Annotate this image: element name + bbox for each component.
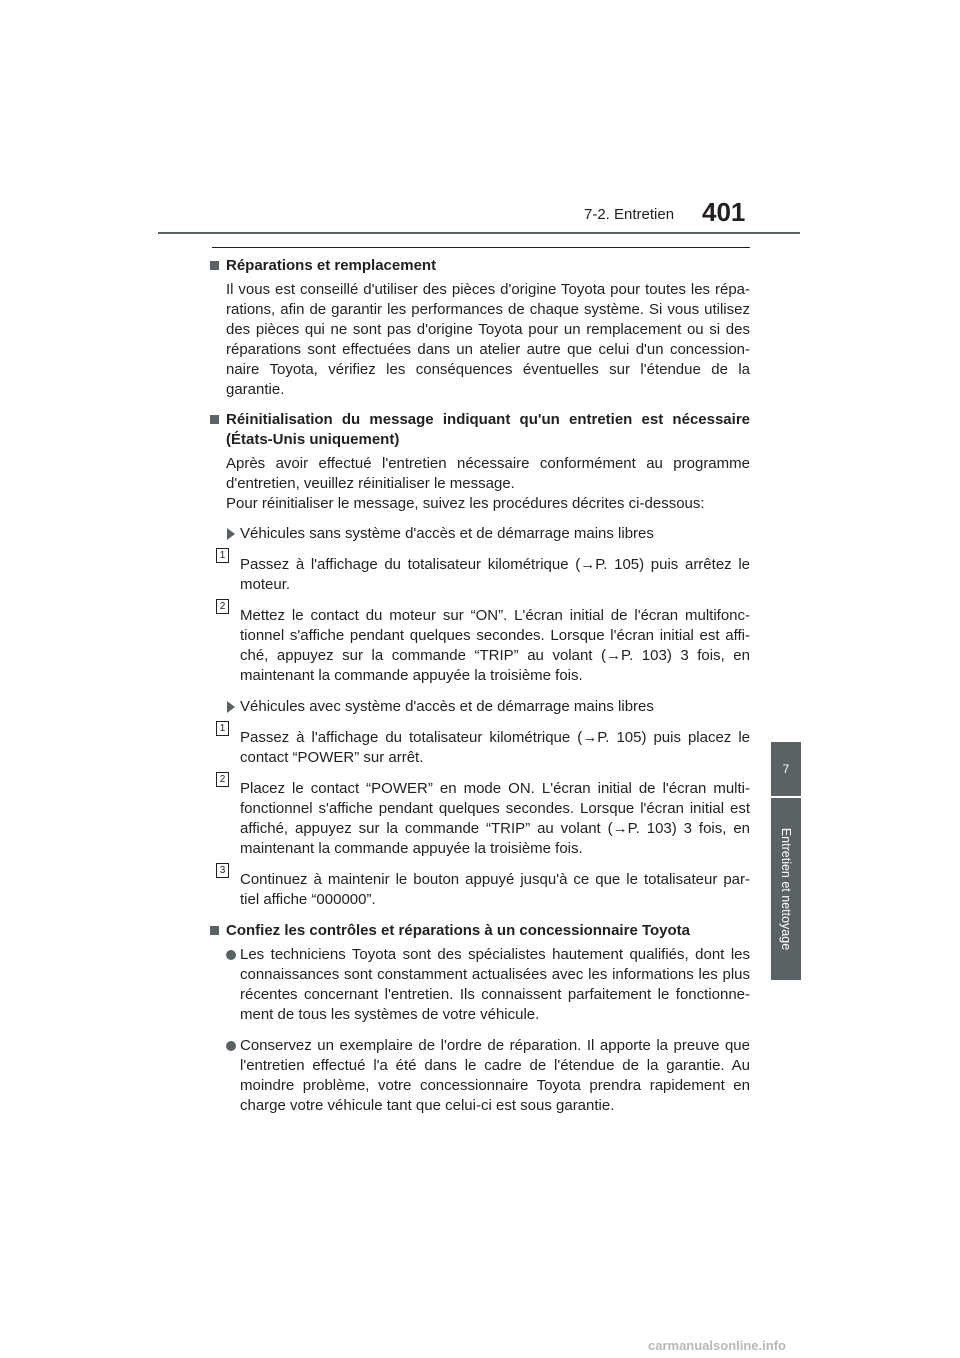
paragraph: Il vous est conseillé d'utiliser des pièces d'origine Toyota pour toutes les répa- rations, afin de garantir les performances de chaque système. Si vous utilisez des pièces qui ne sont pas d'origine Toyota pour un remplacement ou si des réparations sont effectuées dans un atelier autre que celui d'un concession- naire Toyota, vérifiez les conséquences éventuelles sur l'étendue de la garantie. xyxy=(226,281,750,398)
list-item-text: Les techniciens Toyota sont des spécialistes hautement qualifiés, dont les connaissances sont constamment actualisées avec les informations les plus récentes concernant l'entretien. Ils connaissent parfaitement le fonctionne- ment de tous les systèmes de votre véhicule. xyxy=(240,946,750,1023)
subheading-text: Véhicules sans système d'accès et de démarrage mains libres xyxy=(240,525,654,542)
procedure-step xyxy=(210,601,750,686)
step-text: Passez à l'affichage du totalisateur kilométrique (→P. 105) puis arrêtez le moteur. xyxy=(240,556,750,593)
procedure-step xyxy=(210,865,750,910)
section-heading xyxy=(210,256,750,276)
chapter-tab-text: Entretien et nettoyage xyxy=(779,827,793,951)
section-heading xyxy=(210,410,750,450)
list-item xyxy=(210,1036,750,1116)
subheading xyxy=(210,524,750,544)
list-item xyxy=(210,945,750,1025)
step-text: Passez à l'affichage du totalisateur kilométrique (→P. 105) puis placez le contact “POWER” sur arrêt. xyxy=(240,729,750,766)
watermark: carmanualsonline.info xyxy=(648,1338,786,1353)
circle-bullet-icon xyxy=(226,950,236,960)
step-number-box: 1 xyxy=(216,548,229,563)
content-rule xyxy=(212,247,750,248)
subheading xyxy=(210,697,750,717)
step-number-box: 1 xyxy=(216,721,229,736)
page-number: 401 xyxy=(702,197,746,227)
step-text: Continuez à maintenir le bouton appuyé jusqu'à ce que le totalisateur par- tiel affiche “000000”. xyxy=(240,871,750,908)
page-content xyxy=(210,256,750,1127)
step-text: Placez le contact “POWER” en mode ON. L'écran initial de l'écran multi- fonctionnel s'affiche pendant quelques secondes. Lorsque l'écran initial est affiché, appuyez sur la commande “TRIP” au volant (→P. 103) 3 fois, en maintenant la commande appuyée la troisième fois. xyxy=(240,780,750,857)
chapter-tab-label xyxy=(771,798,801,980)
header-rule xyxy=(158,232,800,234)
step-number-box: 3 xyxy=(216,863,229,878)
list-item-text: Conservez un exemplaire de l'ordre de réparation. Il apporte la preuve que l'entretien effectué l'a été dans le cadre de l'étendue de la garantie. Au moindre problème, votre concessionnaire Toyota prendra rapidement en charge votre véhicule tant que celui-ci est sous garantie. xyxy=(240,1037,750,1114)
square-bullet-icon xyxy=(210,926,219,935)
triangle-arrow-icon xyxy=(227,701,235,713)
section-heading-text: Réinitialisation du message indiquant qu'un entretien est nécessaire (États-Unis uniquement) xyxy=(226,411,750,448)
section-title: 7-2. Entretien xyxy=(584,206,675,223)
procedure-step xyxy=(210,550,750,595)
section-heading-text: Réparations et remplacement xyxy=(226,257,437,274)
paragraph: Pour réinitialiser le message, suivez les procédures décrites ci-dessous: xyxy=(226,495,705,512)
procedure-step xyxy=(210,723,750,768)
step-text: Mettez le contact du moteur sur “ON”. L'écran initial de l'écran multifonc- tionnel s'affiche pendant quelques secondes. Lorsque l'écran initial est affi- ché, appuyez sur la commande “TRIP” au volant (→P. 103) 3 fois, en maintenant la commande appuyée la troisième fois. xyxy=(240,607,750,684)
triangle-arrow-icon xyxy=(227,528,235,540)
step-number-box: 2 xyxy=(216,772,229,787)
section-heading xyxy=(210,921,750,941)
subheading-text: Véhicules avec système d'accès et de démarrage mains libres xyxy=(240,698,654,715)
circle-bullet-icon xyxy=(226,1041,236,1051)
section-heading-text: Confiez les contrôles et réparations à un concessionnaire Toyota xyxy=(226,922,691,939)
square-bullet-icon xyxy=(210,261,219,270)
square-bullet-icon xyxy=(210,415,219,424)
paragraph: Après avoir effectué l'entretien nécessaire conformément au programme d'entretien, veuillez réinitialiser le message. xyxy=(226,455,750,492)
step-number-box: 2 xyxy=(216,599,229,614)
procedure-step xyxy=(210,774,750,859)
chapter-tab-number: 7 xyxy=(771,742,801,796)
